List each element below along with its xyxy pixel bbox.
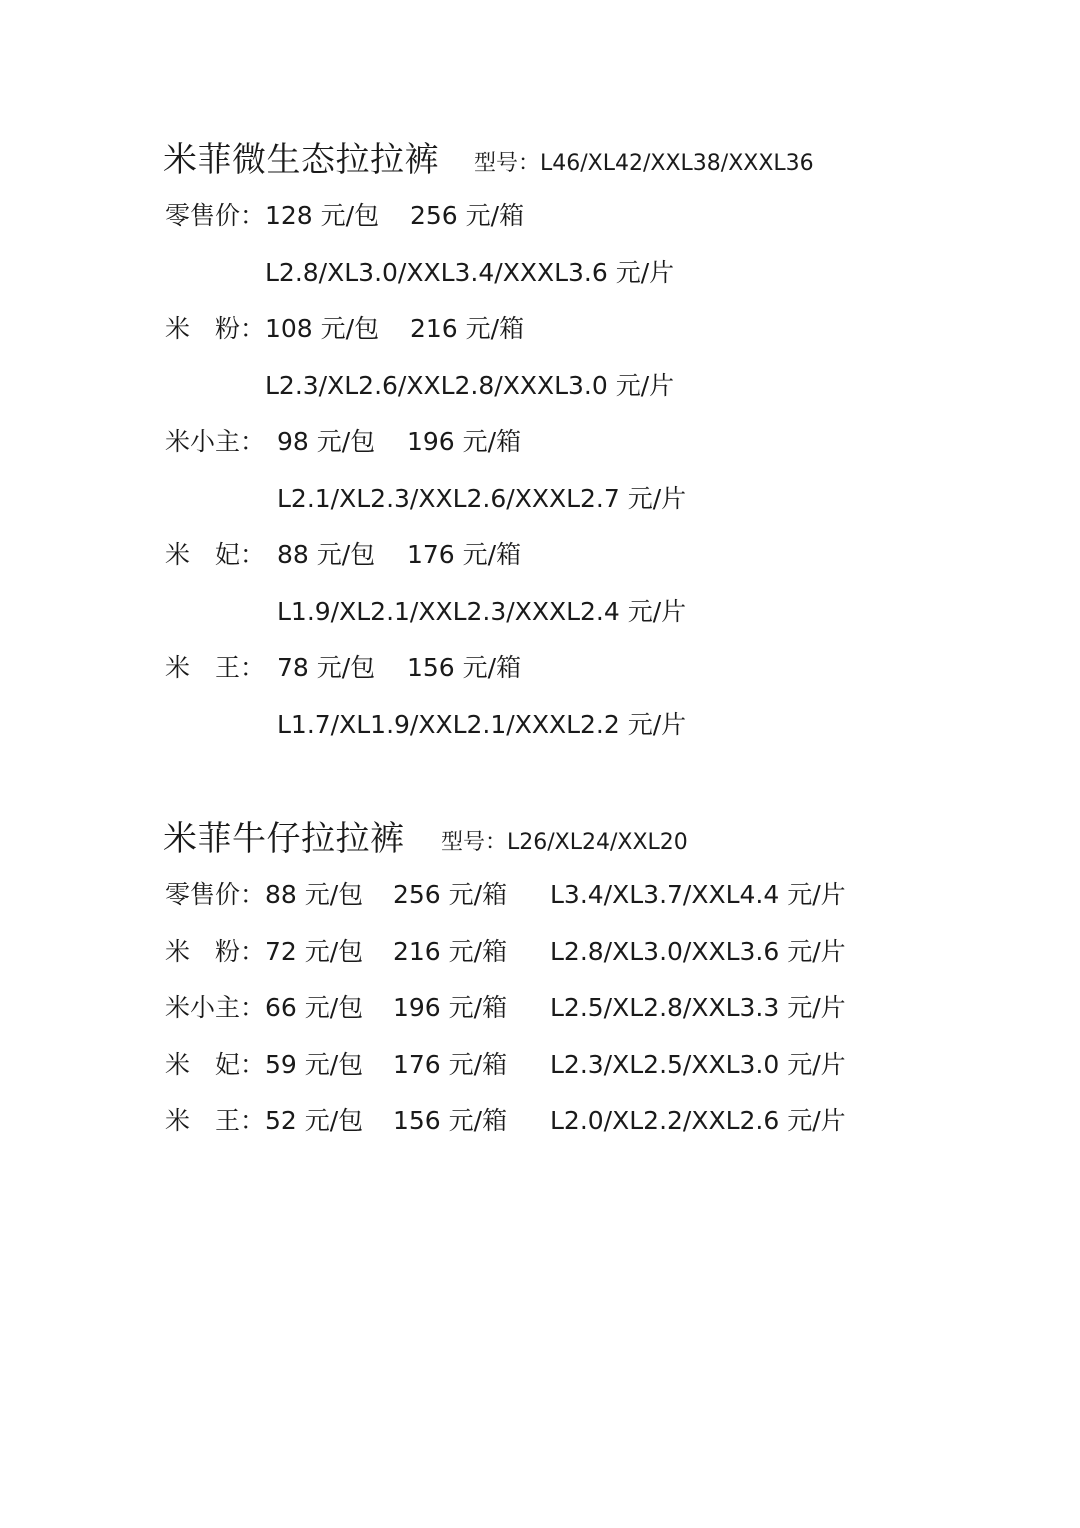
pack-price: 66 元/包 — [265, 993, 364, 1022]
pack-price: 108 元/包 — [265, 314, 380, 343]
per-piece-price: L2.8/XL3.0/XXL3.4/XXXL3.6 元/片 — [265, 258, 675, 287]
pack-price: 88 元/包 — [277, 540, 376, 569]
per-piece-price: L1.9/XL2.1/XXL2.3/XXXL2.4 元/片 — [277, 597, 687, 626]
box-price: 216 元/箱 — [393, 937, 508, 966]
tier-label: 米 王： — [165, 1106, 266, 1135]
pack-price: 128 元/包 — [265, 201, 380, 230]
pack-price: 52 元/包 — [265, 1106, 364, 1135]
per-piece-price: L2.3/XL2.6/XXL2.8/XXXL3.0 元/片 — [265, 371, 675, 400]
tier-label: 米小主： — [165, 993, 266, 1022]
box-price: 176 元/箱 — [407, 540, 522, 569]
pack-price: 72 元/包 — [265, 937, 364, 966]
tier-label: 米小主： — [165, 427, 266, 456]
pack-price: 98 元/包 — [277, 427, 376, 456]
section1-title: 米菲微生态拉拉裤 — [163, 140, 439, 180]
pack-price: 78 元/包 — [277, 653, 376, 682]
per-piece-price: L2.5/XL2.8/XXL3.3 元/片 — [550, 993, 846, 1022]
tier-label: 米 粉： — [165, 937, 266, 966]
box-price: 256 元/箱 — [393, 880, 508, 909]
box-price: 256 元/箱 — [410, 201, 525, 230]
per-piece-price: L2.0/XL2.2/XXL2.6 元/片 — [550, 1106, 846, 1135]
pack-price: 59 元/包 — [265, 1050, 364, 1079]
section1-model: 型号：L46/XL42/XXL38/XXXL36 — [474, 151, 814, 176]
tier-label: 米 粉： — [165, 314, 266, 343]
tier-label: 零售价： — [165, 880, 266, 909]
tier-label: 零售价： — [165, 201, 266, 230]
box-price: 196 元/箱 — [393, 993, 508, 1022]
per-piece-price: L2.8/XL3.0/XXL3.6 元/片 — [550, 937, 846, 966]
tier-label: 米 妃： — [165, 540, 266, 569]
per-piece-price: L2.3/XL2.5/XXL3.0 元/片 — [550, 1050, 846, 1079]
box-price: 156 元/箱 — [407, 653, 522, 682]
box-price: 196 元/箱 — [407, 427, 522, 456]
section2-model: 型号：L26/XL24/XXL20 — [441, 830, 688, 855]
section2-title: 米菲牛仔拉拉裤 — [163, 819, 405, 859]
box-price: 156 元/箱 — [393, 1106, 508, 1135]
per-piece-price: L1.7/XL1.9/XXL2.1/XXXL2.2 元/片 — [277, 710, 687, 739]
tier-label: 米 王： — [165, 653, 266, 682]
per-piece-price: L3.4/XL3.7/XXL4.4 元/片 — [550, 880, 846, 909]
tier-label: 米 妃： — [165, 1050, 266, 1079]
box-price: 176 元/箱 — [393, 1050, 508, 1079]
pack-price: 88 元/包 — [265, 880, 364, 909]
per-piece-price: L2.1/XL2.3/XXL2.6/XXXL2.7 元/片 — [277, 484, 687, 513]
box-price: 216 元/箱 — [410, 314, 525, 343]
